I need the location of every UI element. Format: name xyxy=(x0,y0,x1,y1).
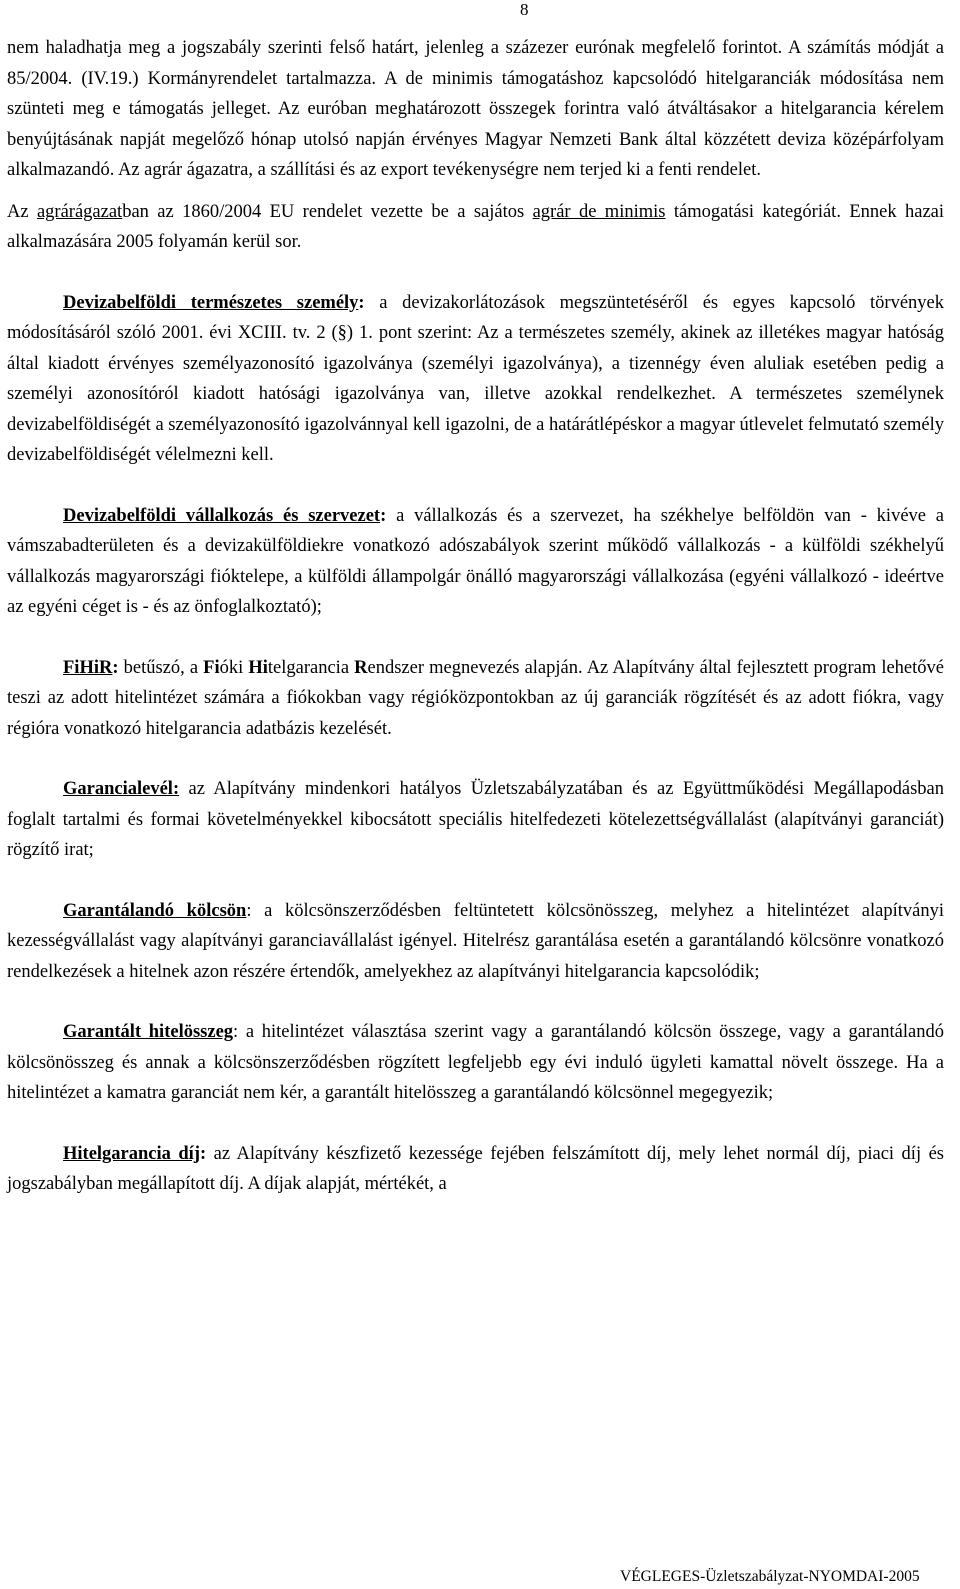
definition-garantalt-hitelosszeg: Garantált hitelösszeg: a hitelintézet választása szerint vagy a garantálandó kölcsön összege, vagy a garantálandó kölcsönösszeg és annak a kölcsönszerződésben rögzített legfeljebb egy évi induló ügyleti kamattal növelt összege. Ha a hitelintézet a kamatra garanciát nem kér, a garantált hitelösszeg a garantálandó kölcsönnel megegyezik; xyxy=(7,1022,944,1103)
link-agrarágazat: agrárágazat xyxy=(36,201,123,222)
definition-term: FiHiR xyxy=(63,657,113,678)
definition-garancialevel: Garancialevél: az Alapítvány mindenkori hatályos Üzletszabályzatában és az Együttműködési Megállapodásban foglalt tartalmi és formai követelményekkel kibocsátott speciális hitelfedezeti kötelezettségvállalást (alapítványi garanciát) rögzítő irat; xyxy=(7,779,944,860)
paragraph-agrar: Az agrárágazatban az 1860/2004 EU rendelet vezette be a sajátos agrár de minimis támogatási kategóriát. Ennek hazai alkalmazására 2005 folyamán kerül sor. xyxy=(7,201,945,252)
page-footer: VÉGLEGES-Üzletszabályzat-NYOMDAI-2005 xyxy=(620,1568,920,1585)
definition-garantalando-kolcson: Garantálandó kölcsön: a kölcsönszerződésben feltüntetett kölcsönösszeg, melyhez a hitelintézet alapítványi kezességvállalást vagy alapítványi garanciavállalást igényel. Hitelrész garantálása esetén a garantálandó kölcsönre vonatkozó rendelkezések a hitelnek azon részére értendők, amelyekhez az alapítványi hitelgarancia kapcsolódik; xyxy=(7,900,944,982)
definition-term: Garantált hitelösszeg xyxy=(63,1022,234,1042)
definition-term: Garancialevél: xyxy=(63,779,180,799)
paragraph-de-minimis: nem haladhatja meg a jogszabály szerinti felső határt, jelenleg a százezer eurónak megfelelő forintot. A számítás módját a 85/2004. (IV.19.) Kormányrendelet tartalmazza. A de minimis támogatáshoz kapcsolódó hitelgaranciák módosítása nem szünteti meg e támogatás jelleget. Az euróban meghatározott összegek forintra való átváltásakor a hitelgarancia kérelem benyújtásának napját megelőző hónap utolsó napján érvényes Magyar Nemzeti Bank által közzétett deviza középárfolyam alkalmazandó. Az agrár ágazatra, a szállítási és az export tevékenységre nem terjed ki a fenti rendelet. xyxy=(7,38,944,180)
definition-term: Hitelgarancia díj xyxy=(63,1143,200,1164)
definition-term: Devizabelföldi természetes személy xyxy=(63,292,359,313)
link-agrar-de-minimis: agrár de minimis xyxy=(532,201,666,222)
definition-hitelgarancia-dij: Hitelgarancia díj: az Alapítvány készfizető kezessége fejében felszámított díj, mely lehet normál díj, piaci díj és jogszabályban megállapított díj. A díjak alapját, mértékét, a xyxy=(7,1143,944,1194)
definition-fihir: FiHiR: betűszó, a Fióki Hitelgarancia Rendszer megnevezés alapján. Az Alapítvány által fejlesztett program lehetővé teszi az adott hitelintézet számára a fiókokban vagy régióközpontokban az új garanciák rögzítését és az adott fiókra, vagy régióra vonatkozó hitelgarancia adatbázis kezelését. xyxy=(7,657,944,739)
definition-term: Devizabelföldi vállalkozás és szervezet xyxy=(63,505,381,526)
definition-term: Garantálandó kölcsön xyxy=(63,900,247,921)
definition-devizabelfoldi-vallalkozas: Devizabelföldi vállalkozás és szervezet: a vállalkozás és a szervezet, ha székhelye belföldön van - kivéve a vámszabadterületen és a devizakülföldiekre vonatkozó adószabályok szerint működő vállalkozás - a külföldi székhelyű vállalkozás magyarországi fióktelepe, a külföldi állampolgár önálló magyarországi vállalkozása (egyéni vállalkozó - ideértve az egyéni céget is - és az önfoglalkoztató); xyxy=(7,505,944,617)
document-body xyxy=(7,33,944,1200)
definition-devizabelfoldi-termeszetes-szemely: Devizabelföldi természetes személy: a devizakorlátozások megszüntetéséről és egyes kapcsoló törvények módosításáról szóló 2001. évi XCIII. tv. 2 (§) 1. pont szerint: Az a természetes személy, akinek az illetékes magyar hatóság által kiadott érvényes személyazonosító igazolványa (személyi igazolványa), a tizennégy éven aluliak esetében pedig a személyi azonosítóról kiadott hatósági igazolványa van, illetve azokkal rendelkezhet. A természetes személynek devizabelföldiségét a személyazonosító igazolvánnyal kell igazolni, de a határátlépéskor a magyar útlevelet felmutató személy devizabelföldiségét vélelmezni kell. xyxy=(7,292,944,465)
page-number: 8 xyxy=(520,0,529,19)
